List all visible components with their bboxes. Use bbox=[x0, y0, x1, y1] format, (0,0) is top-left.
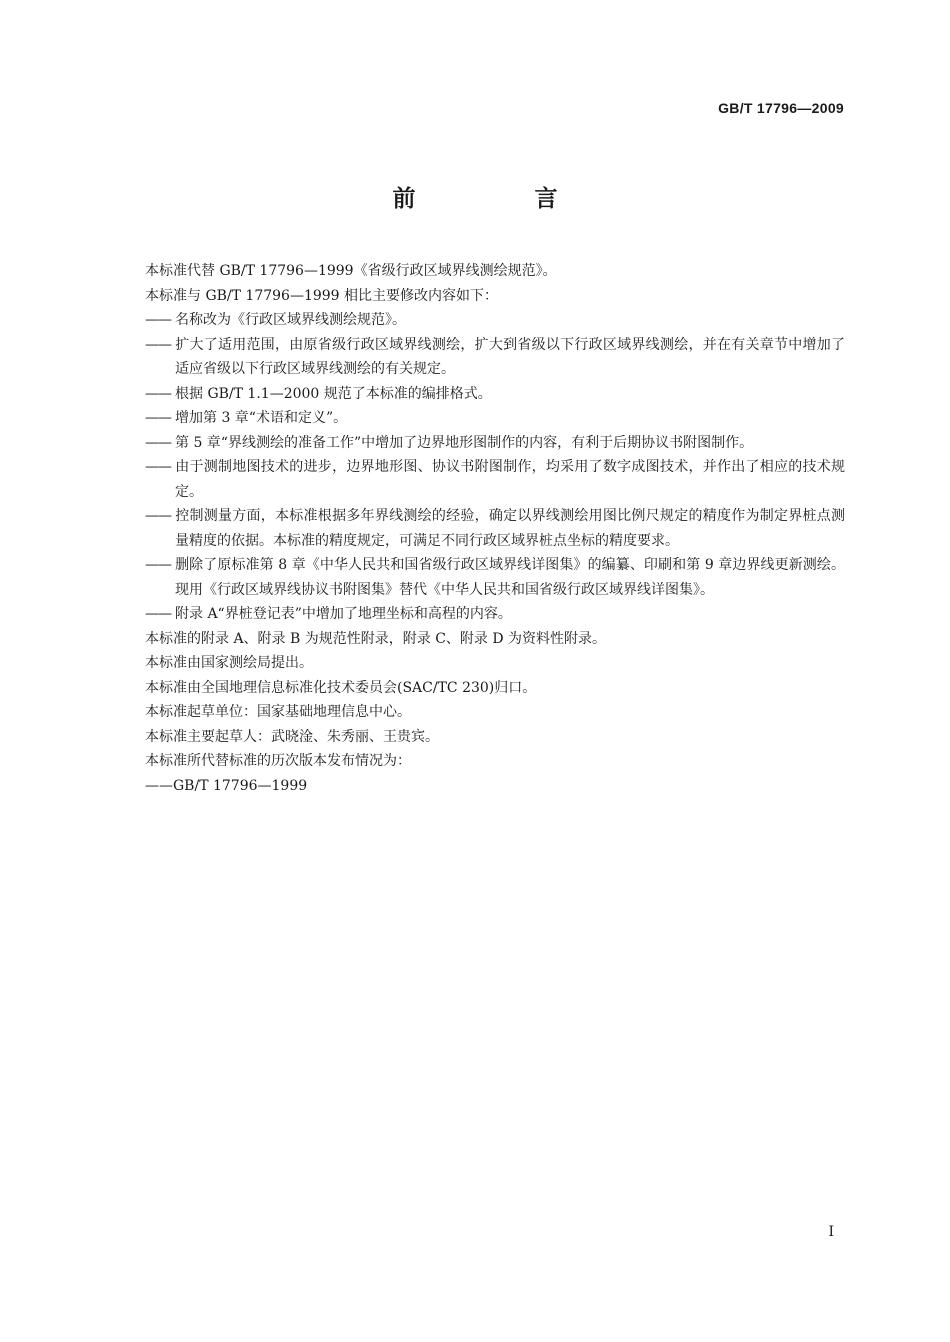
standard-code: GB/T 17796—2009 bbox=[718, 100, 844, 116]
item-dash: —— bbox=[145, 459, 171, 475]
history-item: ——GB/T 17796—1999 bbox=[145, 777, 308, 794]
page-title: 前 言 bbox=[392, 186, 606, 212]
paragraph-proposed-by: 本标准由国家测绘局提出。 bbox=[145, 655, 313, 671]
change-item bbox=[145, 553, 845, 602]
change-item-text: 控制测量方面，本标准根据多年界线测绘的经验，确定以界线测绘用图比例尺规定的精度作为制定界桩点测量精度的依据。本标准的精度规定，可满足不同行政区域界桩点坐标的精度要求。 bbox=[175, 508, 845, 549]
item-dash: —— bbox=[145, 385, 171, 402]
item-dash: —— bbox=[145, 336, 171, 353]
item-dash: —— bbox=[145, 557, 171, 573]
change-item-text: 第 5 章“界线测绘的准备工作”中增加了边界地形图制作的内容，有利于后期协议书附图制作。 bbox=[175, 434, 754, 451]
change-item bbox=[145, 308, 845, 333]
change-item-text: 由于测制地图技术的进步，边界地形图、协议书附图制作，均采用了数字成图技术，并作出了相应的技术规定。 bbox=[175, 459, 845, 500]
change-item-text: 删除了原标准第 8 章《中华人民共和国省级行政区域界线详图集》的编纂、印刷和第 9 章边界线更新测绘。现用《行政区域界线协议书附图集》替代《中华人民共和国省级行政区域界线详图集》。 bbox=[175, 557, 845, 598]
change-item bbox=[145, 602, 845, 627]
document-body bbox=[145, 259, 845, 798]
change-item bbox=[145, 382, 845, 407]
change-list bbox=[145, 308, 845, 627]
change-item bbox=[145, 455, 845, 504]
change-item bbox=[145, 333, 845, 382]
paragraph-history-intro: 本标准所代替标准的历次版本发布情况为： bbox=[145, 753, 411, 769]
paragraph-changes-intro: 本标准与 GB/T 17796—1999 相比主要修改内容如下： bbox=[145, 287, 499, 304]
paragraph-appendix-types: 本标准的附录 A、附录 B 为规范性附录，附录 C、附录 D 为资料性附录。 bbox=[145, 630, 607, 647]
change-item-text: 增加第 3 章“术语和定义”。 bbox=[175, 410, 348, 426]
paragraph-drafting-unit: 本标准起草单位：国家基础地理信息中心。 bbox=[145, 704, 411, 720]
change-item-text: 附录 A“界桩登记表”中增加了地理坐标和高程的内容。 bbox=[175, 606, 512, 622]
change-item-text: 名称改为《行政区域界线测绘规范》。 bbox=[175, 312, 406, 328]
item-dash: —— bbox=[145, 508, 171, 524]
item-dash: —— bbox=[145, 410, 171, 426]
change-item-text: 扩大了适用范围，由原省级行政区域界线测绘，扩大到省级以下行政区域界线测绘，并在有关章节中增加了适应省级以下行政区域界线测绘的有关规定。 bbox=[175, 336, 845, 377]
item-dash: —— bbox=[145, 312, 171, 328]
page-number: I bbox=[828, 1224, 834, 1240]
change-item bbox=[145, 431, 845, 456]
paragraph-replacement: 本标准代替 GB/T 17796—1999《省级行政区域界线测绘规范》。 bbox=[145, 263, 557, 279]
paragraph-centralized-by: 本标准由全国地理信息标准化技术委员会(SAC/TC 230)归口。 bbox=[145, 679, 537, 696]
paragraph-drafters: 本标准主要起草人：武晓淦、朱秀丽、王贵宾。 bbox=[145, 728, 439, 745]
item-dash: —— bbox=[145, 434, 171, 451]
item-dash: —— bbox=[145, 606, 171, 622]
change-item bbox=[145, 504, 845, 553]
change-item bbox=[145, 406, 845, 431]
change-item-text: 根据 GB/T 1.1—2000 规范了本标准的编排格式。 bbox=[175, 385, 492, 402]
